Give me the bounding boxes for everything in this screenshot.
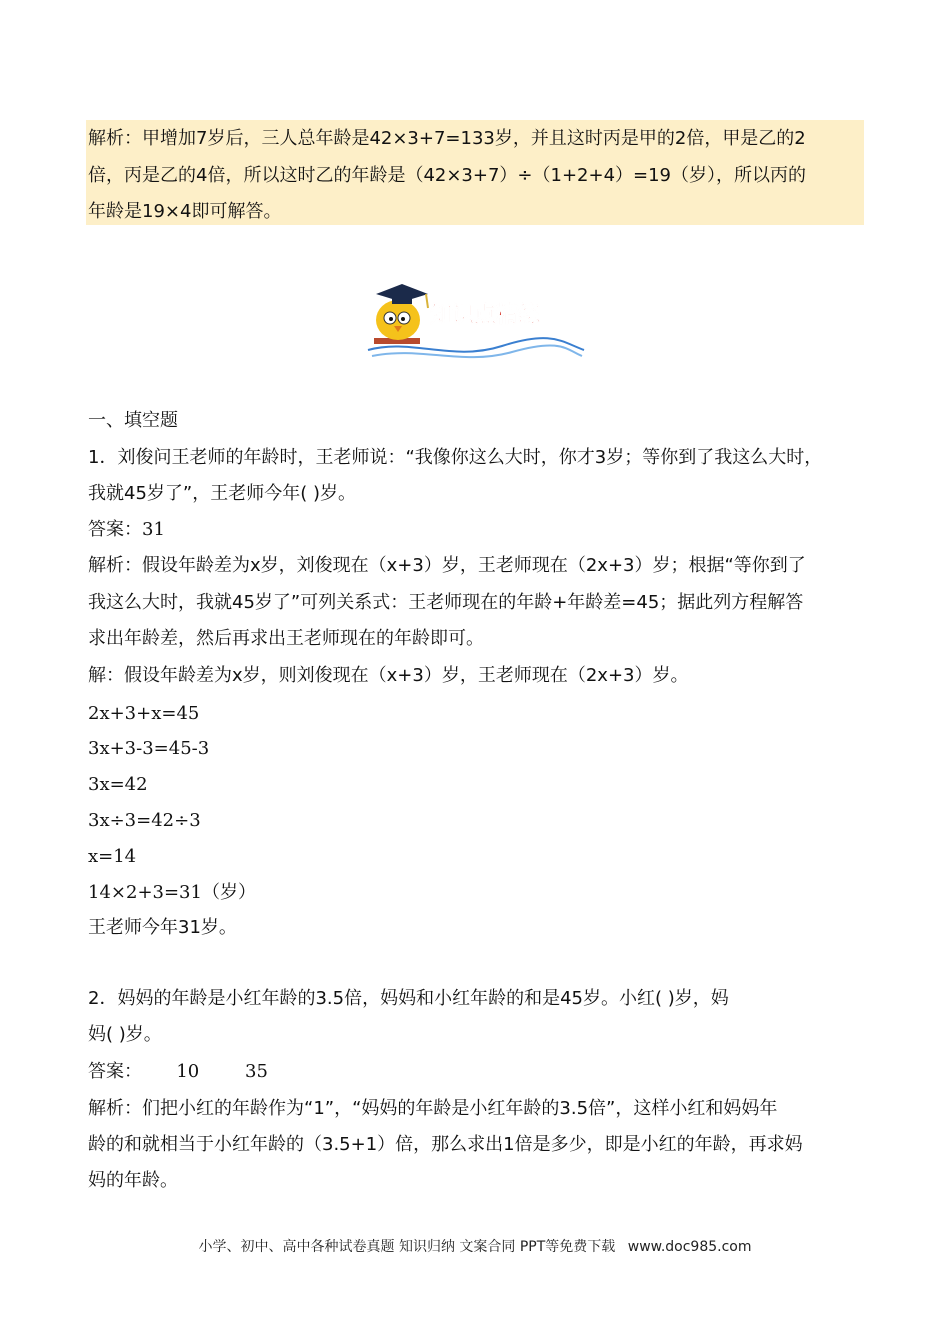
q1-solution-line-4: 3x=42 — [88, 774, 148, 795]
q2-analysis-line-3: 妈的年龄。 — [88, 1170, 178, 1191]
q1-solution-line-6: x=14 — [88, 846, 137, 867]
page-footer — [0, 1236, 950, 1256]
q1-text-line-2: 我就45岁了”，王老师今年( )岁。 — [88, 483, 356, 504]
q1-solution-line-2: 2x+3+x=45 — [88, 703, 200, 724]
q2-text-line-1: 2．妈妈的年龄是小红年龄的3.5倍，妈妈和小红年龄的和是45岁。小红( )岁，妈 — [88, 988, 729, 1009]
top-analysis-line-3: 年龄是19×4即可解答。 — [88, 201, 282, 222]
banner-text: 知识点精练 — [430, 303, 541, 328]
q1-solution-line-1: 解：假设年龄差为x岁，则刘俊现在（x+3）岁，王老师现在（2x+3）岁。 — [88, 665, 689, 686]
q1-solution-line-3: 3x+3-3=45-3 — [88, 738, 210, 759]
q2-answer: 答案： 10 35 — [88, 1061, 268, 1082]
q1-solution-line-5: 3x÷3=42÷3 — [88, 810, 201, 831]
q2-text-line-2: 妈( )岁。 — [88, 1024, 162, 1045]
q1-answer: 答案：31 — [88, 519, 165, 540]
footer-text: 小学、初中、高中各种试卷真题 知识归纳 文案合同 PPT等免费下载 — [198, 1239, 616, 1255]
q1-solution-line-8: 王老师今年31岁。 — [88, 917, 237, 938]
top-analysis-line-2: 倍，丙是乙的4倍，所以这时乙的年龄是（42×3+7）÷（1+2+4）=19（岁），所以丙的 — [88, 165, 807, 186]
footer-site-link[interactable]: www.doc985.com — [627, 1239, 752, 1255]
knowledge-practice-banner — [362, 272, 588, 372]
section-title: 一、填空题 — [88, 410, 178, 431]
top-analysis-line-1: 解析：甲增加7岁后，三人总年龄是42×3+7=133岁，并且这时丙是甲的2倍，甲是乙的2 — [88, 128, 806, 149]
q1-solution-line-7: 14×2+3=31（岁） — [88, 882, 256, 903]
q1-analysis-line-2: 我这么大时，我就45岁了”可列关系式：王老师现在的年龄+年龄差=45；据此列方程解答 — [88, 592, 804, 613]
q1-analysis-line-1: 解析：假设年龄差为x岁，刘俊现在（x+3）岁，王老师现在（2x+3）岁；根据“等你到了 — [88, 555, 806, 576]
q2-analysis-line-2: 龄的和就相当于小红年龄的（3.5+1）倍，那么求出1倍是多少，即是小红的年龄，再求妈 — [88, 1134, 803, 1155]
q1-analysis-line-3: 求出年龄差，然后再求出王老师现在的年龄即可。 — [88, 628, 484, 649]
banner-graphic — [362, 272, 588, 372]
q1-text-line-1: 1．刘俊问王老师的年龄时，王老师说：“我像你这么大时，你才3岁；等你到了我这么大时， — [88, 447, 823, 468]
q2-analysis-line-1: 解析：们把小红的年龄作为“1”，“妈妈的年龄是小红年龄的3.5倍”，这样小红和妈妈年 — [88, 1098, 778, 1119]
